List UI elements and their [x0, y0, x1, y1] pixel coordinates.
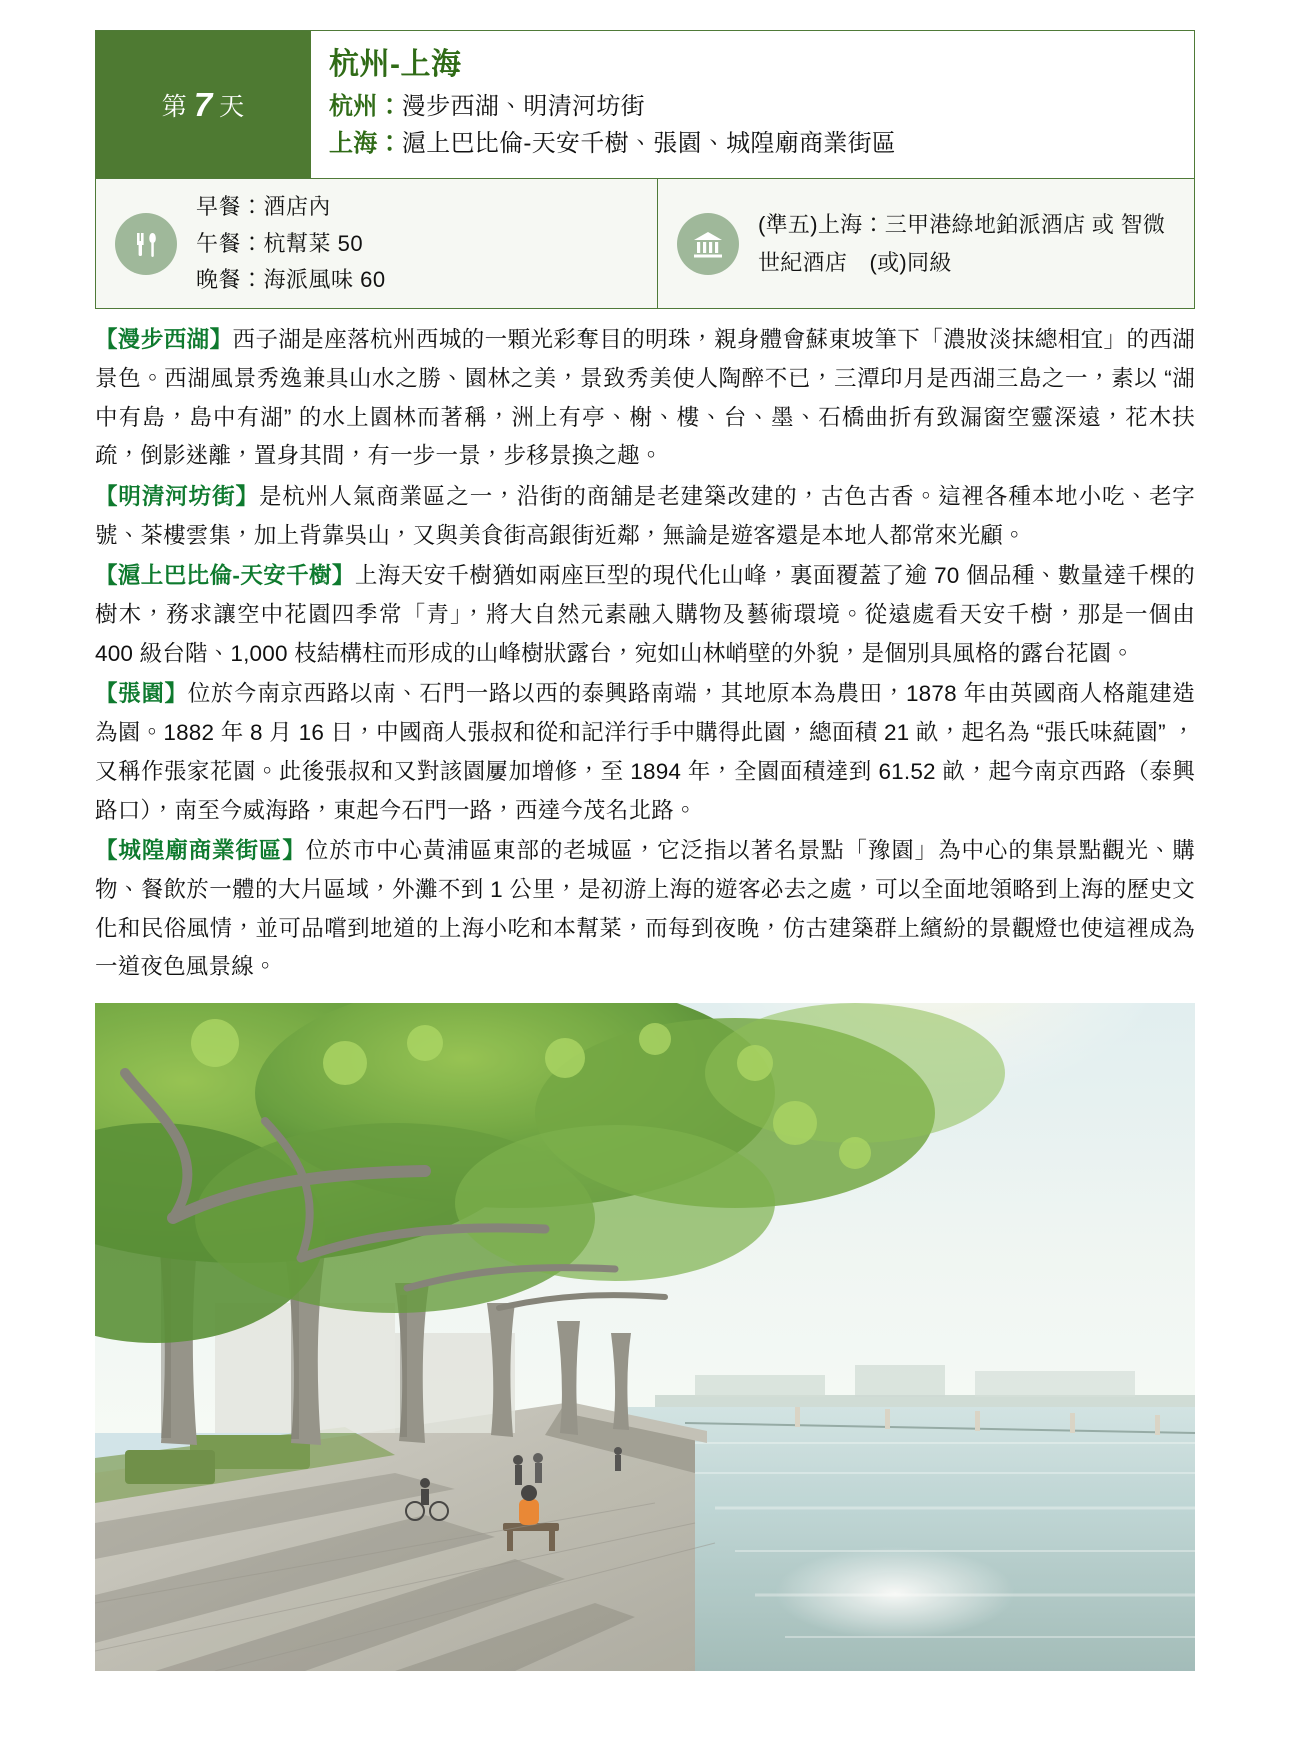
- paragraph-lead-4: 【張園】: [95, 681, 188, 707]
- page-title: 杭州-上海: [329, 48, 462, 81]
- paragraph-lead-2: 【明清河坊街】: [95, 484, 259, 510]
- meal-dinner: 晚餐：海派風味 60: [196, 266, 386, 292]
- paragraph-text-2: 是杭州人氣商業區之一，沿街的商舖是老建築改建的，古色古香。這裡各種本地小吃、老字號、茶樓雲集，加上背靠吳山，又與美食街高銀街近鄰，無論是遊客還是本地人都常來光顧。: [95, 484, 1195, 548]
- route-summary: [311, 31, 1194, 178]
- west-lake-tree-lined-promenade-photo: [95, 1003, 1195, 1671]
- cutlery-icon: [115, 213, 177, 275]
- paragraph-chenghuang-temple: [95, 832, 1195, 987]
- route-sep-1: ：: [377, 93, 402, 120]
- route-sep-2: ：: [377, 130, 402, 158]
- route-line-shanghai: [329, 125, 1176, 162]
- paragraph-text-4: 位於今南京西路以南、石門一路以西的泰興路南端，其地原本為農田，1878 年由英國商人格龍建造為園。1882 年 8 月 16 日，中國商人張叔和從和記洋行手中購得此園，總面積 21 畝，起名為 “張氏味蒓園” ，又稱作張家花園。此後張叔和又對該園屢加增修，至 1894 年，全園面積達到 61.52 畝，起今南京西路（泰興路口），南至今威海路，東起今石門一路，西達今茂名北路。: [95, 681, 1195, 823]
- paragraph-text-3: 上海天安千樹猶如兩座巨型的現代化山峰，裏面覆蓋了逾 70 個品種、數量達千棵的樹木，務求讓空中花園四季常「青」，將大自然元素融入購物及藝術環境。從遠處看天安千樹，那是一個由 400 級台階、1,000 枝結構柱而形成的山峰樹狀露台，宛如山林峭壁的外貌，是個別具風格的露台花園。: [95, 563, 1195, 666]
- hotel-bank-icon: [677, 213, 739, 275]
- meal-breakfast: 早餐：酒店內: [196, 194, 332, 220]
- day-badge: [96, 31, 311, 178]
- day-header: [95, 30, 1195, 179]
- paragraph-text-5: 位於市中心黃浦區東部的老城區，它泛指以著名景點「豫園」為中心的集景點觀光、購物、餐飲於一體的大片區域，外灘不到 1 公里，是初游上海的遊客必去之處，可以全面地領略到上海的歷史文化和民俗風情，並可品嚐到地道的上海小吃和本幫菜，而每到夜晚，仿古建築群上繽紛的景觀燈也使這裡成為一道夜色風景線。: [95, 838, 1195, 980]
- info-row: [95, 179, 1195, 309]
- route-text-shanghai: 滬上巴比倫-天安千樹、張園、城隍廟商業街區: [401, 130, 897, 158]
- meal-cell: [96, 179, 658, 308]
- hotel-icon-wrap: [658, 213, 758, 275]
- route-city-hangzhou: 杭州: [329, 93, 378, 120]
- paragraph-west-lake: [95, 321, 1195, 476]
- meal-icon-wrap: [96, 213, 196, 275]
- paragraph-lead-3: 【滬上巴比倫-天安千樹】: [95, 563, 355, 589]
- hotel-text: (準五)上海：三甲港綠地鉑派酒店 或 智微世紀酒店 (或)同級: [758, 212, 1166, 275]
- paragraph-hefang-street: [95, 478, 1195, 555]
- day-suffix: 天: [219, 92, 246, 121]
- paragraph-tianan-1000-trees: [95, 557, 1195, 673]
- paragraph-zhang-garden: [95, 675, 1195, 830]
- route-line-hangzhou: [329, 88, 1176, 125]
- paragraph-lead-5: 【城隍廟商業街區】: [95, 838, 306, 864]
- meal-list: [196, 189, 386, 298]
- meal-lunch: 午餐：杭幫菜 50: [196, 230, 364, 256]
- hotel-cell: [658, 179, 1194, 308]
- paragraph-text-1: 西子湖是座落杭州西城的一顆光彩奪目的明珠，親身體會蘇東坡筆下「濃妝淡抹總相宜」的西湖景色。西湖風景秀逸兼具山水之勝、園林之美，景致秀美使人陶醉不已，三潭印月是西湖三島之一，素以 “湖中有島，島中有湖” 的水上園林而著稱，洲上有亭、榭、樓、台、墨、石橋曲折有致漏窗空靈深遠，花木扶疏，倒影迷離，置身其間，有一步一景，步移景換之趣。: [95, 327, 1195, 469]
- day-prefix: 第: [161, 92, 188, 121]
- route-city-shanghai: 上海: [329, 130, 378, 158]
- itinerary-content: [95, 30, 1195, 1671]
- route-text-hangzhou: 漫步西湖、明清河坊街: [401, 93, 645, 120]
- paragraph-lead-1: 【漫步西湖】: [95, 327, 233, 353]
- day-number: 7: [193, 85, 214, 123]
- itinerary-description: [95, 321, 1195, 987]
